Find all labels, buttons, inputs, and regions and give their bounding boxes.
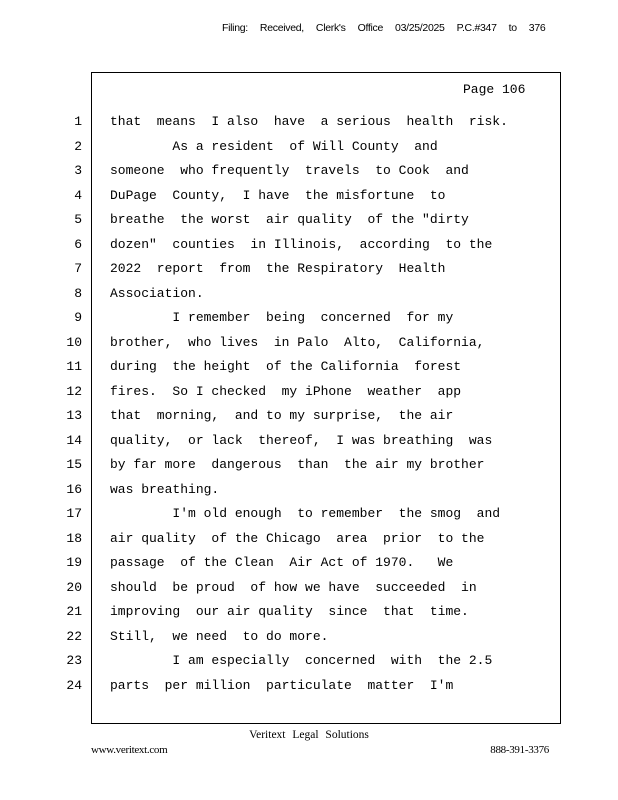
transcript-line xyxy=(0,551,618,576)
line-text: parts per million particulate matter I'm xyxy=(110,677,454,693)
line-text: DuPage County, I have the misfortune to xyxy=(110,187,446,203)
line-number: 11 xyxy=(66,359,82,374)
line-number: 5 xyxy=(74,212,82,227)
line-text: As a resident of Will County and xyxy=(110,138,438,154)
line-text: during the height of the California forest xyxy=(110,359,462,374)
transcript-line xyxy=(0,600,618,625)
line-text: fires. So I checked my iPhone weather app xyxy=(110,383,462,399)
line-text: that morning, and to my surprise, the air xyxy=(110,408,454,423)
transcript-line xyxy=(0,233,618,258)
transcript-body xyxy=(0,110,618,698)
page-total: 376 xyxy=(528,22,546,34)
line-number: 17 xyxy=(66,506,82,521)
footer-phone: 888-391-3376 xyxy=(490,744,549,756)
line-number: 15 xyxy=(66,457,82,472)
transcript-line xyxy=(0,404,618,429)
transcript-line xyxy=(0,478,618,503)
transcript-line xyxy=(0,380,618,405)
line-number: 22 xyxy=(66,628,82,644)
line-number: 8 xyxy=(74,285,82,301)
line-number: 12 xyxy=(66,383,82,399)
line-number: 16 xyxy=(66,481,82,497)
line-text: Still, we need to do more. xyxy=(110,628,329,644)
line-text: should be proud of how we have succeeded in xyxy=(110,579,477,595)
line-text: I remember being concerned for my xyxy=(110,310,454,325)
line-text: I am especially concerned with the 2.5 xyxy=(110,653,493,668)
line-text: I'm old enough to remember the smog and xyxy=(110,506,501,521)
transcript-line xyxy=(0,208,618,233)
received-label: Received, xyxy=(259,22,304,34)
line-number: 21 xyxy=(66,604,82,619)
page-number: Page 106 xyxy=(463,82,526,97)
clerks-label: Clerk's xyxy=(315,22,346,34)
line-text: improving our air quality since that time. xyxy=(110,604,469,619)
line-number: 19 xyxy=(66,555,82,570)
line-text: dozen" counties in Illinois, according to the xyxy=(110,236,493,252)
transcript-line xyxy=(0,135,618,160)
transcript-line xyxy=(0,159,618,184)
transcript-line xyxy=(0,355,618,380)
transcript-line xyxy=(0,576,618,601)
footer-company: Veritext Legal Solutions xyxy=(249,729,369,741)
line-number: 6 xyxy=(74,236,82,252)
line-number: 3 xyxy=(74,163,82,178)
transcript-line xyxy=(0,453,618,478)
transcript-line xyxy=(0,502,618,527)
filing-header xyxy=(222,22,557,34)
line-text: by far more dangerous than the air my brother xyxy=(110,457,485,472)
line-text: 2022 report from the Respiratory Health xyxy=(110,261,446,276)
line-text: someone who frequently travels to Cook and xyxy=(110,163,469,178)
line-text: Association. xyxy=(110,285,204,301)
line-number: 20 xyxy=(66,579,82,595)
line-number: 1 xyxy=(74,114,82,129)
transcript-line xyxy=(0,649,618,674)
line-number: 10 xyxy=(66,334,82,350)
transcript-line xyxy=(0,527,618,552)
line-number: 9 xyxy=(74,310,82,325)
footer-website: www.veritext.com xyxy=(91,744,168,756)
transcript-line xyxy=(0,331,618,356)
line-number: 7 xyxy=(74,261,82,276)
transcript-line xyxy=(0,429,618,454)
transcript-line xyxy=(0,282,618,307)
line-text: passage of the Clean Air Act of 1970. We xyxy=(110,555,454,570)
line-number: 14 xyxy=(66,432,82,448)
line-number: 2 xyxy=(74,138,82,154)
to-label: to xyxy=(508,22,517,34)
line-text: was breathing. xyxy=(110,481,220,497)
transcript-line xyxy=(0,625,618,650)
transcript-line xyxy=(0,257,618,282)
transcript-line xyxy=(0,674,618,699)
filing-label: Filing: xyxy=(222,22,248,34)
line-text: that means I also have a serious health risk. xyxy=(110,114,508,129)
transcript-line xyxy=(0,110,618,135)
line-text: quality, or lack thereof, I was breathing was xyxy=(110,432,493,448)
line-number: 13 xyxy=(66,408,82,423)
office-label: Office xyxy=(357,22,384,34)
filing-date: 03/25/2025 xyxy=(395,22,445,34)
line-number: 4 xyxy=(74,187,82,203)
line-text: brother, who lives in Palo Alto, California, xyxy=(110,334,485,350)
line-number: 24 xyxy=(66,677,82,693)
line-number: 23 xyxy=(66,653,82,668)
line-text: breathe the worst air quality of the "dirty xyxy=(110,212,469,227)
pc-number: P.C.#347 xyxy=(456,22,497,34)
line-text: air quality of the Chicago area prior to the xyxy=(110,530,485,546)
transcript-line xyxy=(0,306,618,331)
transcript-line xyxy=(0,184,618,209)
line-number: 18 xyxy=(66,530,82,546)
